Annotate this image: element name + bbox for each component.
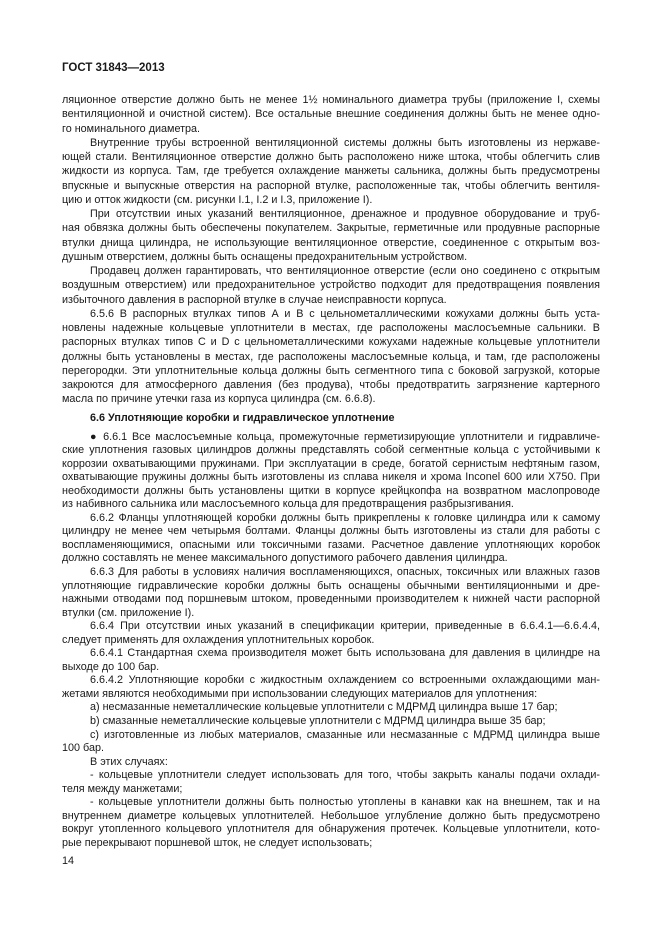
body-text-part2 xyxy=(62,431,600,851)
text-line: рые перекрывают поршневой шток, не следует использовать; xyxy=(62,836,373,849)
text-line: a) несмазанные неметаллические кольцевые уплотнители с МДРМД цилиндра выше 17 бар; xyxy=(90,701,558,714)
text-line: охватывающие пружины должны быть изготовлены из сплава никеля и хрома Inconel 600 или X750. При xyxy=(62,471,600,484)
text-line: жетами являются необходимыми при использовании следующих материалов для уплотнения: xyxy=(62,687,538,700)
text-line: ляционное отверстие должно быть не менее 1½ номинального диаметра трубы (приложение I, схемы xyxy=(62,94,600,106)
text-line: ● 6.6.1 Все маслосъемные кольца, промежуточные герметизирующие уплотнители и гидравличе- xyxy=(90,430,600,443)
text-line: теля между манжетами; xyxy=(62,782,183,795)
text-line: втулки днища цилиндра, не использующие вентиляционное отверстие, соединенное с открытым воз- xyxy=(62,236,600,249)
text-line: душным отверстием, должны быть оснащены предохранительным устройством. xyxy=(62,250,468,263)
text-line: В этих случаях: xyxy=(90,755,168,768)
page-number: 14 xyxy=(62,855,75,868)
text-line: 6.6.2 Фланцы уплотняющей коробки должны быть прикреплены к головке цилиндра или к самому xyxy=(90,511,600,524)
page-body xyxy=(62,93,600,868)
paragraph xyxy=(62,729,600,756)
text-line: избыточного давления в распорной втулке в случае неисправности корпуса. xyxy=(62,293,447,306)
text-line: коррозии охватывающими пружинами. При эксплуатации в среде, богатой сернистым нефтяным газом, xyxy=(62,457,600,470)
paragraph xyxy=(62,566,600,620)
text-line: ющей стали. Вентиляционное отверстие должно быть расположено ниже штока, чтобы облегчить слив xyxy=(62,151,600,163)
text-line: нажными отводами под поршневым штоком, проведенными производителем к нижней части распорной xyxy=(62,593,600,606)
text-line: го номинального диаметра. xyxy=(62,122,201,135)
text-line: масла по причине утечки газа из корпуса цилиндра (см. 6.6.8). xyxy=(62,393,376,406)
paragraph xyxy=(62,512,600,566)
text-line: необходимости должны быть установлены щитки в корпусе крейцкопфа на возвратном маслопроводе xyxy=(62,484,600,497)
paragraph xyxy=(62,647,600,674)
text-line: следует применять для охлаждения уплотнительных коробок. xyxy=(62,633,375,646)
paragraph xyxy=(62,620,600,647)
text-line: ские уплотнения газовых цилиндров должны представлять собой сегментные кольца с устойчивыми к xyxy=(62,444,600,457)
text-line: воспламеняющимися, опасными или токсичными газами. Расчетное давление уплотняющих коробок xyxy=(62,538,600,551)
text-line: 6.6.3 Для работы в условиях наличия воспламеняющихся, опасных, токсичных или влажных газов xyxy=(90,565,600,578)
text-line: перегородки. Эти уплотнительные кольца должны быть сегментного типа с боковой загрузкой, которые xyxy=(62,364,600,377)
paragraph xyxy=(62,701,600,715)
paragraph xyxy=(62,756,600,770)
text-line: из набивного сальника или маслосъемного кольца для предотвращения разбрызгивания. xyxy=(62,498,514,511)
paragraph xyxy=(62,715,600,729)
text-line: ная обвязка должны быть обеспечены покупателем. Закрытые, герметичные или продувные распорные xyxy=(62,222,600,235)
body-text-part1 xyxy=(62,93,600,407)
text-line: 6.6.4.1 Стандартная схема производителя может быть использована для давления в цилиндре на xyxy=(90,647,600,660)
text-line: уплотняющие гидравлические коробки должны быть оснащены обычными вентиляционными и дре- xyxy=(62,579,600,592)
section-heading: 6.6 Уплотняющие коробки и гидравлическое уплотнение xyxy=(90,411,395,424)
text-line: внутреннем диаметре кольцевых уплотнителей. Небольшое углубление должно быть предусмотрено xyxy=(62,809,600,822)
text-line: При отсутствии иных указаний вентиляционное, дренажное и продувное оборудование и труб- xyxy=(90,208,600,220)
text-line: 6.6.4.2 Уплотняющие коробки с жидкостным охлаждением со встроенными охлаждающими ман- xyxy=(90,674,600,687)
text-line: выходе до 100 бар. xyxy=(62,660,160,673)
text-line: должно составлять не менее максимального допустимого рабочего давления цилиндра. xyxy=(62,552,508,565)
text-line: распорных втулках типов С и D с цельнометаллическими кожухами надежные кольцевые уплотнители xyxy=(62,336,600,349)
text-line: новлены надежные кольцевые уплотнители в местах, где расположены маслосъемные сальники. В xyxy=(62,322,600,334)
paragraph xyxy=(62,264,600,307)
text-line: Внутренние трубы встроенной вентиляционной системы должны быть изготовлены из нержаве- xyxy=(90,136,600,149)
text-line: впускные и выпускные отверстия на распорной втулке, расположенные так, чтобы облегчить вентиля- xyxy=(62,179,600,192)
text-line: должны быть установлены в местах, где расположены маслосъемные кольца, и там, где расположены xyxy=(62,350,600,363)
text-line: цилиндру не менее чем четырьмя болтами. Фланцы должны быть изготовлены из стали для работы с xyxy=(62,525,600,538)
text-line: 6.5.6 В распорных втулках типов А и В с цельнометаллическими кожухами должны быть уста- xyxy=(90,307,600,320)
paragraph xyxy=(62,136,600,207)
paragraph xyxy=(62,674,600,701)
text-line: воздушным отверстием) или предохранительное устройство подходит для предотвращения появления xyxy=(62,279,600,292)
paragraph xyxy=(62,93,600,136)
text-line: - кольцевые уплотнители должны быть полностью утоплены в канавки как на внешнем, так и на xyxy=(90,796,600,809)
text-line: вокруг утопленного кольцевого уплотнителя для обнаружения протечек. Кольцевые уплотнители, кото- xyxy=(62,823,600,836)
paragraph xyxy=(62,307,600,407)
paragraph xyxy=(62,431,600,512)
text-line: - кольцевые уплотнители следует использовать для того, чтобы закрыть каналы подачи охлади- xyxy=(90,769,600,782)
document-header: ГОСТ 31843—2013 xyxy=(62,62,165,74)
paragraph xyxy=(62,769,600,796)
text-line: закроются для атмосферного давления (без продува), чтобы предотвратить загрязнение картерного xyxy=(62,379,600,391)
text-line: b) смазанные неметаллические кольцевые уплотнители с МДРМД цилиндра выше 35 бар; xyxy=(90,714,546,727)
text-line: втулки (см. приложение I). xyxy=(62,606,195,619)
text-line: Продавец должен гарантировать, что вентиляционное отверстие (если оно соединено с открытым xyxy=(90,265,600,277)
text-line: цию и отток жидкости (см. рисунки I.1, I.2 и I.3, приложение I). xyxy=(62,193,373,206)
text-line: 6.6.4 При отсутствии иных указаний в спецификации критерии, приведенные в 6.6.4.1—6.6.4.4, xyxy=(90,620,600,633)
text-line: жидкости из корпуса. Там, где требуется охлаждение манжеты сальника, должны быть предусмотрены xyxy=(62,165,600,178)
text-line: 100 бар. xyxy=(62,742,104,755)
paragraph xyxy=(62,796,600,850)
text-line: вентиляционной и очистной систем). Все остальные внешние соединения должны быть не менее одно- xyxy=(62,108,600,121)
text-line: c) изготовленные из любых материалов, смазанные или несмазанные с МДРМД цилиндра выше xyxy=(90,728,600,741)
paragraph xyxy=(62,207,600,264)
